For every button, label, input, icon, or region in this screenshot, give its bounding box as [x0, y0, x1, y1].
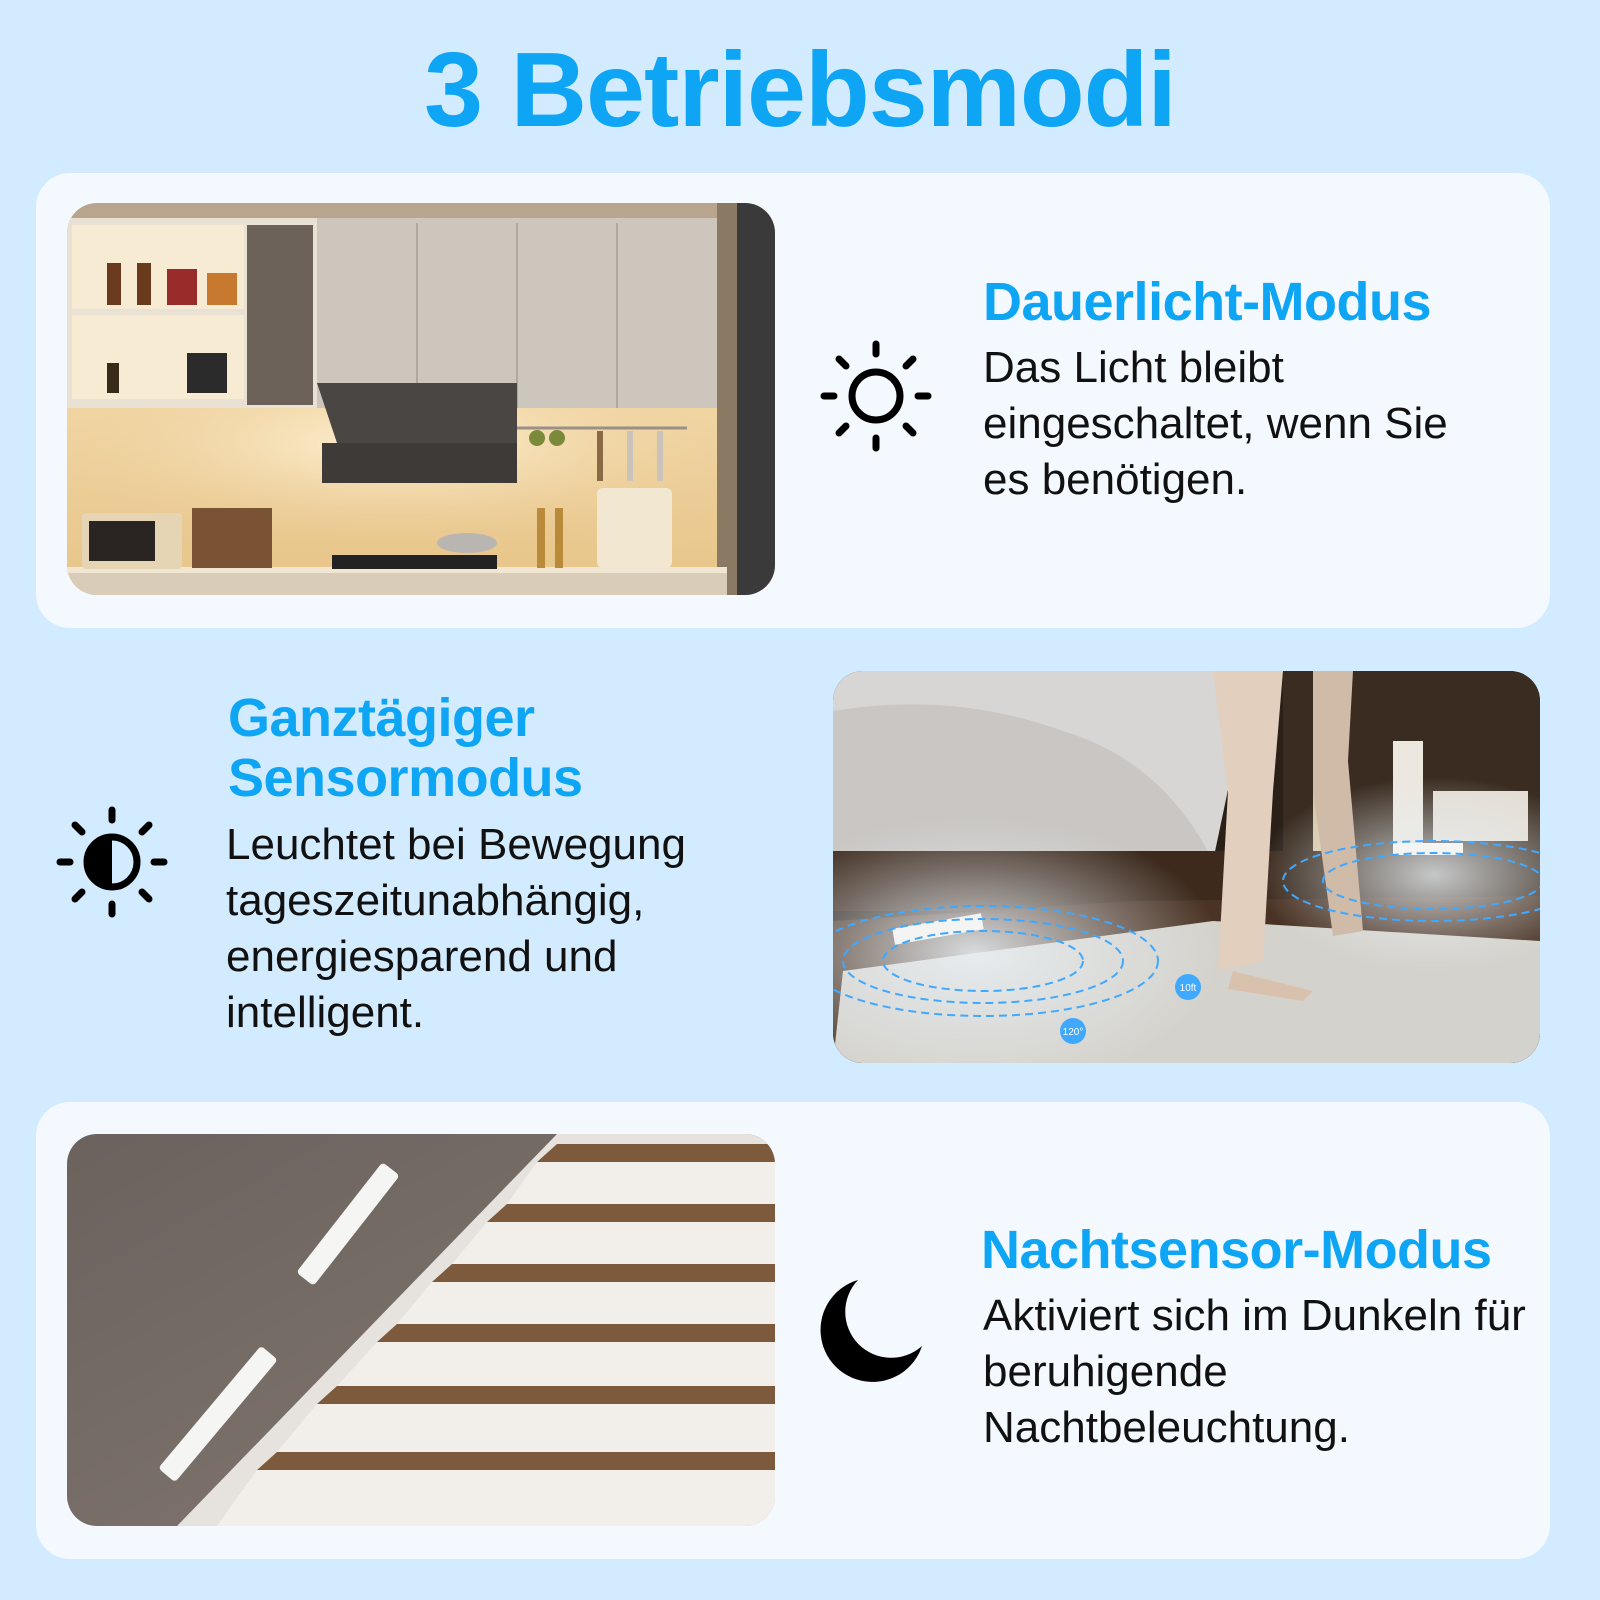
- mode-description-dauerlicht: Das Licht bleibt eingeschaltet, wenn Sie es benötigen.: [983, 343, 1448, 504]
- mode-title-sensormodus: Ganztägiger Sensormodus: [228, 688, 583, 808]
- bedroom-motion-sensor-photo: [833, 671, 1540, 1063]
- mode-title-dauerlicht: Dauerlicht-Modus: [983, 272, 1432, 332]
- kitchen-cabinet-lighting-photo: [67, 203, 775, 595]
- page-title: 3 Betriebsmodi: [424, 31, 1176, 149]
- moon-icon: [818, 1272, 930, 1384]
- mode-description-nachtsensor: Aktiviert sich im Dunkeln für beruhigende Nachtbeleuchtung.: [983, 1291, 1526, 1452]
- mode-title-nachtsensor: Nachtsensor-Modus: [981, 1220, 1492, 1280]
- sun-icon: [820, 340, 932, 452]
- mode-description-sensormodus: Leuchtet bei Bewegung tageszeitunabhängig, energiesparend und intelligent.: [226, 820, 686, 1037]
- half-sun-icon: [56, 806, 168, 918]
- angle-label: 120°: [1062, 1027, 1084, 1038]
- stairs-lighting-photo: [67, 1134, 775, 1526]
- distance-label: 10ft: [1179, 983, 1197, 994]
